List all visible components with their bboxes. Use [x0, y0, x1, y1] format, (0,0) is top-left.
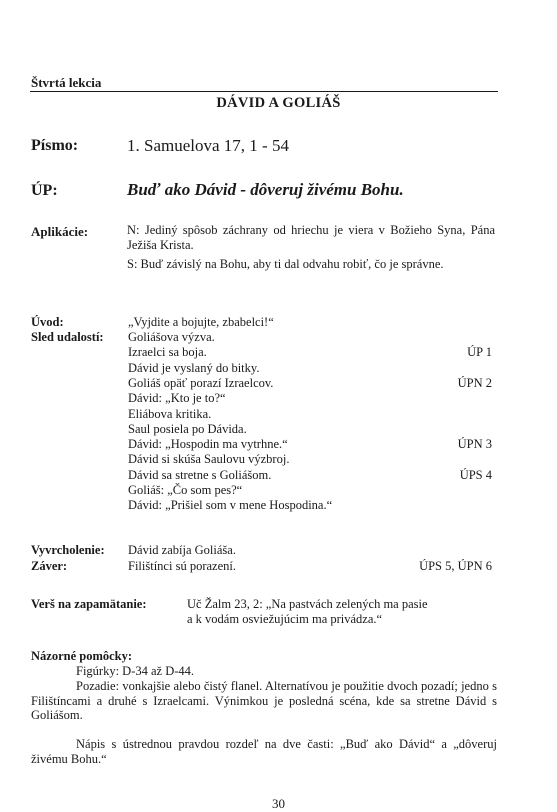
memory-verse-line2: a k vodám osviežujúcim ma privádza.“	[187, 612, 383, 626]
sequence-item: Goliáš opäť porazí Izraelcov.	[128, 375, 274, 390]
central-truth-label: ÚP:	[31, 182, 58, 199]
sequence-item: Izraelci sa boja.	[128, 345, 207, 360]
sequence-label: Sled udalostí:	[31, 330, 104, 344]
header-rule	[30, 91, 498, 92]
scripture-label: Písmo:	[31, 137, 79, 154]
sequence-item: Dávid si skúša Saulovu výzbroj.	[128, 452, 290, 467]
visual-aids-backgrounds: Pozadie: vonkajšie alebo čistý flanel. Alternatívou je použitie dvoch pozadí; jedno s Filištíncami a druhé s Izraelcami. Výnimkou je posledná scéna, kde sa stretne Dávid s Goliášom.	[31, 679, 497, 722]
application-n: N: Jediný spôsob záchrany od hriechu je viera v Božieho Syna, Pána Ježiša Krista.	[127, 223, 495, 252]
visual-aids-note: Nápis s ústrednou pravdou rozdeľ na dve časti: „Buď ako Dávid“ a „dôveruj živému Bohu.“	[31, 737, 497, 766]
visual-aids-label: Názorné pomôcky:	[31, 649, 133, 663]
sequence-item: Dávid sa stretne s Goliášom.	[128, 467, 272, 482]
application-s: S: Buď závislý na Bohu, aby ti dal odvahu robiť, čo je správne.	[127, 257, 444, 271]
central-truth-value: Buď ako Dávid - dôveruj živému Bohu.	[127, 180, 404, 199]
sequence-item: Goliáš: „Čo som pes?“	[128, 483, 243, 497]
intro-label: Úvod:	[31, 315, 64, 329]
scripture-value: 1. Samuelova 17, 1 - 54	[127, 136, 289, 155]
page-title: DÁVID A GOLIÁŠ	[216, 95, 341, 111]
sequence-item: Saul posiela po Dávida.	[128, 421, 247, 436]
conclusion-value: Filištínci sú porazení.	[128, 559, 236, 573]
visual-aids-figures: Figúrky: D-34 až D-44.	[76, 664, 195, 678]
conclusion-label: Záver:	[31, 559, 68, 573]
page-number: 30	[272, 796, 285, 811]
application-label: Aplikácie:	[31, 224, 89, 239]
climax-value: Dávid zabíja Goliáša.	[128, 543, 236, 557]
sequence-item-tag: ÚPN 2	[457, 375, 492, 390]
sequence-item: Eliábova kritika.	[128, 406, 212, 421]
sequence-item: Dávid: „Prišiel som v mene Hospodina.“	[128, 498, 333, 513]
sequence-item: Dávid je vyslaný do bitky.	[128, 360, 260, 375]
climax-label: Vyvrcholenie:	[31, 543, 105, 557]
intro-value: „Vyjdite a bojujte, zbabelci!“	[128, 315, 274, 329]
sequence-item: Goliášova výzva.	[128, 330, 215, 344]
sequence-item-tag: ÚPN 3	[457, 437, 492, 452]
sequence-item-tag: ÚPS 4	[459, 467, 492, 482]
sequence-item-tag: ÚP 1	[467, 345, 492, 360]
conclusion-tag: ÚPS 5, ÚPN 6	[419, 559, 492, 573]
sequence-item: Dávid: „Hospodin ma vytrhne.“	[128, 437, 288, 452]
memory-verse-line1: Uč Žalm 23, 2: „Na pastvách zelených ma pasie	[187, 597, 428, 611]
sequence-item: Dávid: „Kto je to?“	[128, 391, 226, 406]
memory-verse-label: Verš na zapamätanie:	[31, 597, 147, 611]
lesson-label: Štvrtá lekcia	[31, 75, 102, 90]
